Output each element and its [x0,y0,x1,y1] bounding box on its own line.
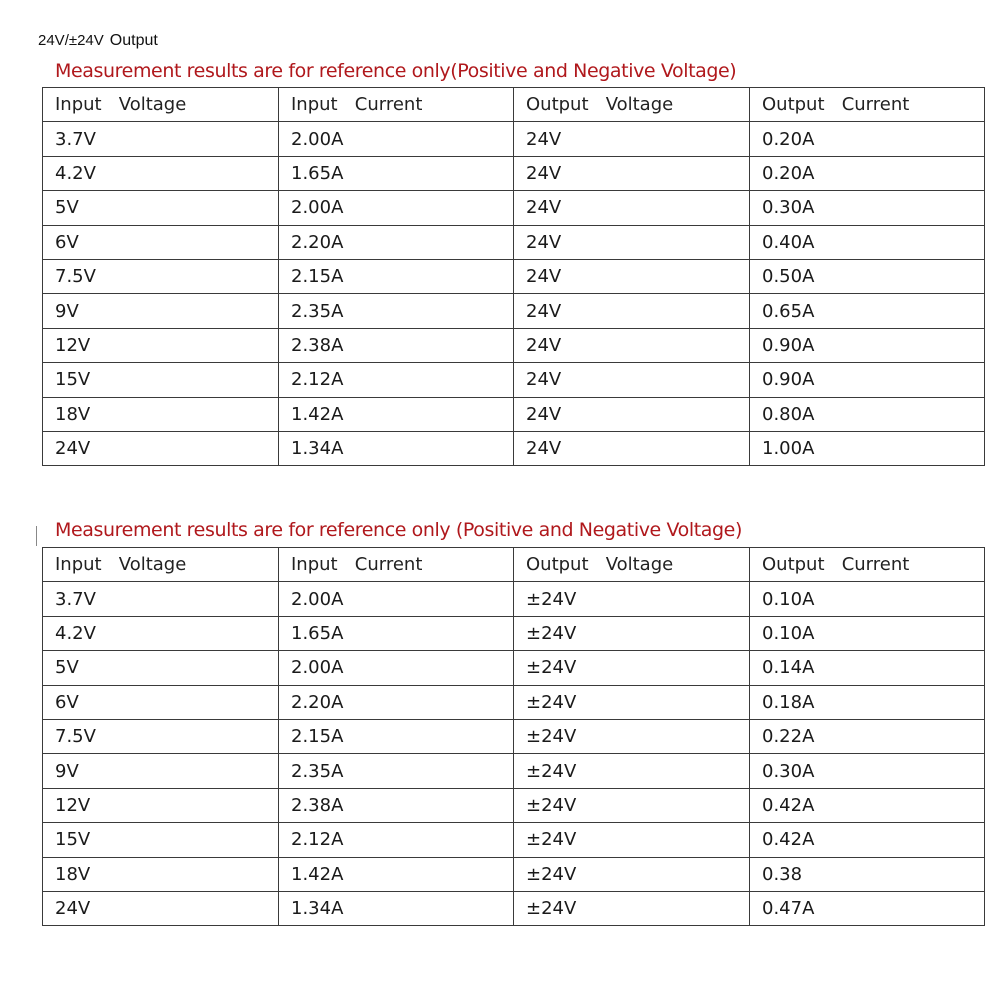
input-voltage-cell: 5V [43,191,279,225]
table-row [43,259,985,293]
input-voltage-cell: 9V [43,754,279,788]
table-row [43,823,985,857]
column-header-input-voltage: Input Voltage [43,548,279,582]
output-current-cell: 0.90A [750,363,985,397]
input-voltage-cell: 24V [43,891,279,925]
input-voltage-cell: 3.7V [43,122,279,156]
output-voltage-cell: 24V [514,363,750,397]
output-current-cell: 0.14A [750,651,985,685]
input-voltage-cell: 15V [43,823,279,857]
table-row [43,754,985,788]
input-voltage-cell: 15V [43,363,279,397]
output-voltage-cell: ±24V [514,582,750,616]
output-voltage-cell: ±24V [514,823,750,857]
output-current-cell: 0.50A [750,259,985,293]
input-voltage-cell: 18V [43,857,279,891]
table-row [43,431,985,465]
output-voltage-cell: 24V [514,294,750,328]
column-header-output-voltage: Output Voltage [514,548,750,582]
input-current-cell: 2.20A [279,685,514,719]
measurement-table [42,547,985,926]
column-header-input-current: Input Current [279,548,514,582]
input-voltage-cell: 4.2V [43,616,279,650]
output-voltage-cell: 24V [514,397,750,431]
input-voltage-cell: 12V [43,788,279,822]
output-current-cell: 0.38 [750,857,985,891]
input-voltage-cell: 7.5V [43,259,279,293]
output-current-cell: 0.30A [750,754,985,788]
input-current-cell: 2.35A [279,754,514,788]
output-voltage-cell: 24V [514,259,750,293]
output-current-cell: 0.10A [750,616,985,650]
output-voltage-cell: 24V [514,328,750,362]
input-current-cell: 2.38A [279,328,514,362]
input-voltage-cell: 6V [43,685,279,719]
input-current-cell: 1.34A [279,431,514,465]
table-row [43,191,985,225]
output-current-cell: 0.65A [750,294,985,328]
input-current-cell: 1.42A [279,857,514,891]
output-current-cell: 0.18A [750,685,985,719]
table-row [43,294,985,328]
input-voltage-cell: 6V [43,225,279,259]
output-current-cell: 0.20A [750,156,985,190]
output-voltage-cell: ±24V [514,754,750,788]
input-voltage-cell: 5V [43,651,279,685]
input-current-cell: 2.20A [279,225,514,259]
input-current-cell: 2.38A [279,788,514,822]
table-row [43,719,985,753]
table-row [43,651,985,685]
margin-mark [36,526,37,546]
input-voltage-cell: 7.5V [43,719,279,753]
output-voltage-cell: ±24V [514,616,750,650]
input-current-cell: 2.35A [279,294,514,328]
table-row [43,225,985,259]
input-voltage-cell: 18V [43,397,279,431]
output-voltage-cell: ±24V [514,891,750,925]
input-voltage-cell: 9V [43,294,279,328]
output-current-cell: 0.40A [750,225,985,259]
input-voltage-cell: 24V [43,431,279,465]
table-row [43,616,985,650]
input-current-cell: 1.65A [279,156,514,190]
table-row [43,891,985,925]
output-voltage-cell: 24V [514,225,750,259]
measurement-table [42,87,985,466]
table-row [43,328,985,362]
input-voltage-cell: 4.2V [43,156,279,190]
table-row [43,156,985,190]
output-voltage-cell: 24V [514,191,750,225]
output-current-cell: 0.22A [750,719,985,753]
output-voltage-cell: ±24V [514,651,750,685]
input-current-cell: 1.65A [279,616,514,650]
output-current-cell: 0.42A [750,823,985,857]
table-row [43,122,985,156]
output-current-cell: 0.80A [750,397,985,431]
table-body [43,582,985,926]
table-row [43,685,985,719]
input-current-cell: 2.12A [279,823,514,857]
input-current-cell: 2.00A [279,651,514,685]
output-voltage-cell: ±24V [514,857,750,891]
input-current-cell: 1.34A [279,891,514,925]
output-current-cell: 0.90A [750,328,985,362]
input-voltage-cell: 3.7V [43,582,279,616]
table-header-row [43,548,985,582]
output-current-cell: 0.20A [750,122,985,156]
table-header-row [43,88,985,122]
table-row [43,363,985,397]
table-row [43,788,985,822]
output-voltage-cell: 24V [514,156,750,190]
column-header-input-voltage: Input Voltage [43,88,279,122]
input-voltage-cell: 12V [43,328,279,362]
column-header-output-current: Output Current [750,88,985,122]
page-title-output: Output [109,32,158,49]
input-current-cell: 2.15A [279,719,514,753]
table-row [43,582,985,616]
output-current-cell: 0.47A [750,891,985,925]
input-current-cell: 2.00A [279,582,514,616]
reference-note: Measurement results are for reference only(Positive and Negative Voltage) [55,60,737,82]
input-current-cell: 2.00A [279,122,514,156]
output-voltage-cell: ±24V [514,685,750,719]
reference-note: Measurement results are for reference only (Positive and Negative Voltage) [55,519,742,541]
page-title-voltage: 24V/±24V [38,32,104,49]
input-current-cell: 1.42A [279,397,514,431]
output-current-cell: 0.30A [750,191,985,225]
output-current-cell: 0.10A [750,582,985,616]
column-header-output-current: Output Current [750,548,985,582]
table-row [43,857,985,891]
column-header-input-current: Input Current [279,88,514,122]
output-voltage-cell: ±24V [514,719,750,753]
input-current-cell: 2.12A [279,363,514,397]
output-voltage-cell: 24V [514,431,750,465]
column-header-output-voltage: Output Voltage [514,88,750,122]
output-voltage-cell: 24V [514,122,750,156]
input-current-cell: 2.15A [279,259,514,293]
output-voltage-cell: ±24V [514,788,750,822]
output-current-cell: 1.00A [750,431,985,465]
input-current-cell: 2.00A [279,191,514,225]
table-body [43,122,985,466]
output-current-cell: 0.42A [750,788,985,822]
table-row [43,397,985,431]
page-title [38,32,158,50]
